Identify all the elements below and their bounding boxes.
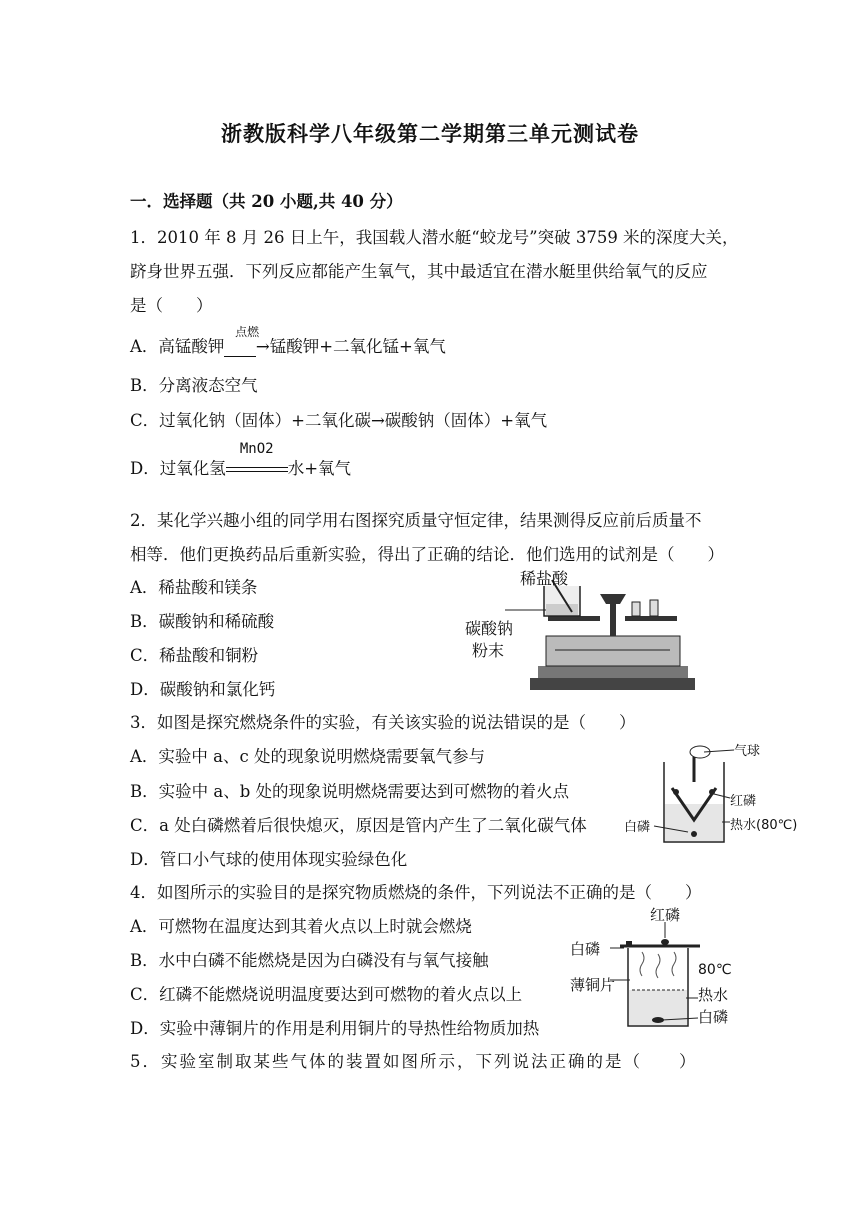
combustion-balloon-diagram — [624, 742, 804, 852]
q1-option-a-products: 锰酸钾+二氧化锰+氧气 — [269, 337, 446, 356]
q1-option-b[interactable]: B．分离液态空气 — [130, 376, 258, 395]
section-heading: 一．选择题（共 20 小题,共 40 分） — [130, 192, 403, 211]
label-white-phosphorus-top: 白磷 — [570, 940, 601, 958]
q1-option-d[interactable] — [130, 441, 352, 479]
q2-option-a[interactable]: A．稀盐酸和镁条 — [130, 578, 258, 597]
q2-stem-line1: 2．某化学兴趣小组的同学用右图探究质量守恒定律，结果测得反应前后质量不 — [130, 511, 702, 530]
copper-sheet-figure — [570, 908, 740, 1036]
q1-option-d-reactant: D．过氧化氢 — [130, 459, 226, 478]
reaction-arrow-ignite: 点燃 → — [224, 337, 269, 357]
q2-option-d[interactable]: D．碳酸钠和氯化钙 — [130, 680, 276, 699]
q1-stem-line2: 跻身世界五强．下列反应都能产生氧气，其中最适宜在潜水艇里供给氧气的反应 — [130, 262, 708, 281]
combustion-balloon-figure — [624, 742, 804, 852]
label-dilute-hcl: 稀盐酸 — [520, 569, 569, 588]
condition-catalyst: MnO2 — [239, 441, 274, 457]
reaction-equals-catalyst — [226, 441, 288, 478]
label-copper-sheet: 薄铜片 — [570, 976, 616, 994]
q5-stem: 5．实验室制取某些气体的装置如图所示，下列说法正确的是（ ） — [130, 1052, 698, 1071]
label-white-phosphorus: 白磷 — [624, 820, 651, 835]
q3-option-b[interactable]: B．实验中 a、b 处的现象说明燃烧需要达到可燃物的着火点 — [130, 782, 570, 801]
page-title: 浙教版科学八年级第二学期第三单元测试卷 — [221, 121, 639, 146]
q4-option-d[interactable]: D．实验中薄铜片的作用是利用铜片的导热性给物质加热 — [130, 1019, 540, 1038]
q1-stem-line1: 1．2010 年 8 月 26 日上午，我国载人潜水艇“蛟龙号”突破 3759 米的深度大关， — [130, 228, 739, 247]
label-hot-water: 热水(80℃) — [730, 818, 798, 833]
q1-option-d-products: 水+氧气 — [287, 459, 352, 478]
q2-stem-line2: 相等．他们更换药品后重新实验，得出了正确的结论．他们选用的试剂是（ ） — [130, 545, 724, 564]
q3-option-a[interactable]: A．实验中 a、c 处的现象说明燃烧需要氧气参与 — [130, 747, 485, 766]
label-sodium-carbonate: 碳酸钠 — [465, 619, 514, 638]
label-white-phosphorus-bottom: 白磷 — [698, 1008, 729, 1026]
q3-option-c[interactable]: C．a 处白磷燃着后很快熄灭，原因是管内产生了二氧化碳气体 — [130, 816, 587, 835]
q3-option-d[interactable]: D．管口小气球的使用体现实验绿色化 — [130, 850, 408, 869]
q1-option-a[interactable] — [130, 325, 446, 357]
q4-stem: 4．如图所示的实验目的是探究物质燃烧的条件，下列说法不正确的是（ ） — [130, 883, 702, 902]
q3-stem: 3．如图是探究燃烧条件的实验，有关该实验的说法错误的是（ ） — [130, 713, 636, 732]
q1-option-a-reactant: A．高锰酸钾 — [130, 337, 225, 356]
q2-option-c[interactable]: C．稀盐酸和铜粉 — [130, 646, 259, 665]
balance-figure — [460, 570, 710, 700]
label-balloon: 气球 — [734, 744, 761, 759]
label-red-phosphorus: 红磷 — [730, 794, 757, 809]
q4-option-a[interactable]: A．可燃物在温度达到其着火点以上时就会燃烧 — [130, 917, 472, 936]
q4-option-b[interactable]: B．水中白磷不能燃烧是因为白磷没有与氧气接触 — [130, 951, 489, 970]
condition-ignite: 点燃 — [235, 325, 260, 339]
q2-option-b[interactable]: B．碳酸钠和稀硫酸 — [130, 612, 275, 631]
q1-stem-line3: 是（ ） — [130, 296, 213, 315]
q4-option-c[interactable]: C．红磷不能燃烧说明温度要达到可燃物的着火点以上 — [130, 985, 523, 1004]
label-powder: 粉末 — [472, 641, 505, 660]
label-temperature: 80℃ — [698, 962, 732, 978]
label-hot-water: 热水 — [698, 986, 729, 1004]
q1-option-c[interactable]: C．过氧化钠（固体）+二氧化碳→碳酸钠（固体）+氧气 — [130, 411, 548, 430]
label-red-phosphorus-top: 红磷 — [650, 906, 681, 924]
